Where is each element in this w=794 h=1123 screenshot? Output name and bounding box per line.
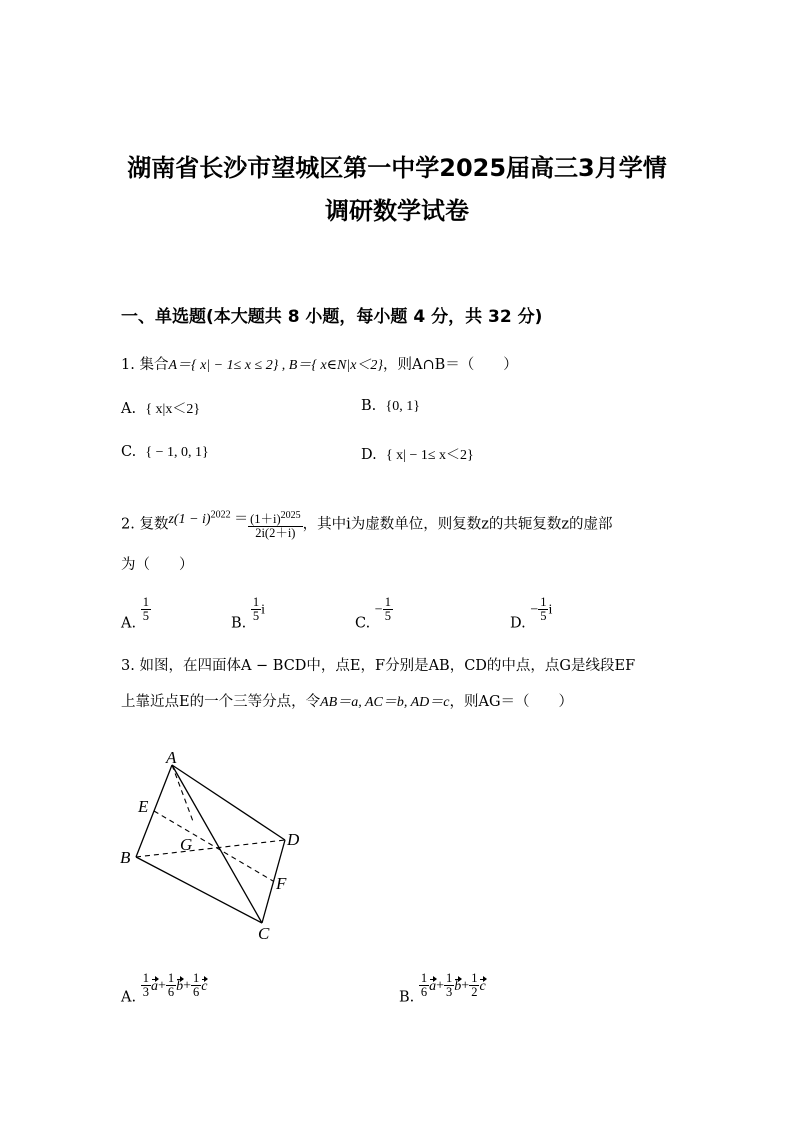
- option-fraction: [538, 596, 548, 623]
- page-title-line2: 调研数学试卷: [325, 197, 469, 225]
- question-stem-post: ，其中i为虚数单位，则复数z的共轭复数z的虚部: [302, 516, 613, 533]
- option-label: A.: [121, 615, 137, 632]
- fraction-numerator: 1: [384, 595, 391, 609]
- fraction-numerator: 1: [252, 595, 260, 609]
- fraction-denominator: 6: [167, 985, 175, 999]
- minus-sign: −: [530, 602, 539, 618]
- fraction-denominator: 2: [471, 985, 478, 999]
- segment-ag: [172, 765, 194, 824]
- question-3-line2: [121, 690, 573, 711]
- label-E: E: [138, 797, 149, 816]
- q2-option-d[interactable]: [510, 596, 552, 632]
- numerator-exponent: 2025: [280, 510, 301, 522]
- fraction-denominator: 3: [446, 985, 453, 999]
- option-label: C.: [121, 444, 137, 460]
- q3-option-a[interactable]: A. $\frac{1}{3}$ a+ $\frac{1}{6}$ b+ $\frac{1}{6}$ c: [121, 971, 208, 1006]
- question-number: 1.: [121, 357, 135, 373]
- vector-definitions: AB＝a, AC＝b, AD＝c: [320, 695, 450, 710]
- label-B: B: [120, 848, 131, 867]
- vector-symbol: c: [201, 978, 208, 994]
- term-fraction: [166, 972, 176, 999]
- label-F: F: [276, 874, 287, 893]
- term-fraction: [419, 972, 429, 999]
- fraction-numerator: 1: [167, 971, 175, 985]
- option-label: A.: [121, 401, 137, 417]
- fraction-denominator: 2i(2＋i): [255, 526, 296, 541]
- option-label: A.: [121, 989, 137, 1006]
- label-C: C: [258, 924, 270, 943]
- q2-option-b[interactable]: [231, 596, 265, 632]
- fraction-numerator: 1: [142, 971, 149, 985]
- term-fraction: [444, 972, 454, 999]
- option-fraction: [141, 596, 151, 623]
- question-3: [121, 654, 635, 675]
- term-fraction: [469, 972, 479, 999]
- tetrahedron-figure: [110, 745, 310, 945]
- option-fraction: [251, 596, 261, 623]
- option-label: C.: [355, 615, 371, 632]
- set-definition: A＝{ x| − 1≤ x ≤ 2} , B＝{ x∈N|x＜2}: [168, 358, 384, 373]
- vector-symbol: c: [479, 978, 486, 994]
- lhs-base: z(1 − i): [168, 511, 211, 527]
- question-1: [121, 353, 518, 374]
- label-A: A: [166, 748, 177, 767]
- option-text: { x| − 1≤ x＜2}: [385, 448, 474, 463]
- fraction-denominator: 6: [420, 985, 428, 999]
- vector-symbol: a: [429, 978, 437, 994]
- option-label: D.: [361, 447, 377, 463]
- fraction-numerator: 1: [420, 971, 428, 985]
- imaginary-unit: i: [548, 602, 553, 618]
- minus-sign: −: [374, 602, 383, 618]
- question-number: 3.: [121, 658, 135, 674]
- fraction-numerator: (1＋i): [250, 512, 281, 527]
- question-number: 2.: [121, 516, 135, 533]
- edge-ad: [172, 765, 285, 840]
- option-label: B.: [231, 615, 247, 632]
- label-G: G: [180, 835, 193, 854]
- edge-bd-hidden: [136, 840, 285, 857]
- question-stem-line1: 如图，在四面体A − BCD中，点E，F分别是AB，CD的中点，点G是线段EF: [139, 658, 636, 674]
- question-2-line2: 为（ ）: [121, 557, 194, 573]
- q1-option-a[interactable]: [121, 398, 200, 418]
- option-label: B.: [361, 398, 377, 414]
- fraction-numerator: 1: [446, 971, 453, 985]
- lhs-exponent: 2022: [210, 509, 231, 520]
- q3-option-b[interactable]: B. $\frac{1}{6}$ a+ $\frac{1}{3}$ b+ $\frac{1}{2}$ c: [399, 971, 486, 1006]
- stem-post: ，则AG＝（ ）: [449, 694, 574, 710]
- q1-option-c[interactable]: [121, 444, 209, 461]
- fraction-denominator: 3: [142, 985, 149, 999]
- page-title: 湖南省长沙市望城区第一中学2025届高三3月学情: [127, 154, 667, 182]
- option-label: B.: [399, 989, 415, 1006]
- section-header: 一、单选题(本大题共 8 小题，每小题 4 分，共 32 分): [121, 307, 543, 327]
- q1-option-d[interactable]: [361, 444, 474, 464]
- question-stem-post: ，则A∩B＝（ ）: [383, 357, 518, 373]
- fraction-numerator: 1: [193, 971, 200, 985]
- fraction-denominator: 5: [540, 609, 547, 623]
- term-fraction: [141, 972, 151, 999]
- vector-symbol: a: [150, 978, 158, 994]
- stem-pre: 上靠近点E的一个三等分点，令: [121, 694, 321, 710]
- fraction-denominator: 6: [193, 985, 200, 999]
- complex-fraction: [248, 509, 303, 540]
- imaginary-unit: i: [261, 602, 266, 618]
- fraction-denominator: 5: [384, 609, 391, 623]
- question-stem-pre: 复数: [139, 516, 169, 533]
- equals-sign: ＝: [234, 511, 249, 527]
- fraction-numerator: 1: [471, 971, 478, 985]
- q2-option-c[interactable]: [355, 596, 393, 632]
- option-text: { x|x＜2}: [145, 402, 201, 417]
- complex-lhs: [168, 509, 249, 527]
- option-text: { − 1, 0, 1}: [145, 445, 209, 460]
- term-fraction: [191, 972, 201, 999]
- segment-ef: [154, 811, 273, 881]
- fraction-denominator: 5: [252, 609, 260, 623]
- option-label: D.: [510, 615, 526, 632]
- fraction-numerator: 1: [142, 595, 149, 609]
- vector-symbol: b: [454, 978, 462, 994]
- fraction-denominator: 5: [142, 609, 149, 623]
- option-fraction: [383, 596, 393, 623]
- option-text: {0, 1}: [385, 399, 420, 414]
- question-stem-pre: 集合: [139, 357, 169, 373]
- label-D: D: [287, 830, 300, 849]
- question-2: [121, 505, 613, 540]
- q2-option-a[interactable]: [121, 596, 151, 632]
- q1-option-b[interactable]: [361, 398, 420, 415]
- vector-symbol: b: [176, 978, 184, 994]
- fraction-numerator: 1: [540, 595, 547, 609]
